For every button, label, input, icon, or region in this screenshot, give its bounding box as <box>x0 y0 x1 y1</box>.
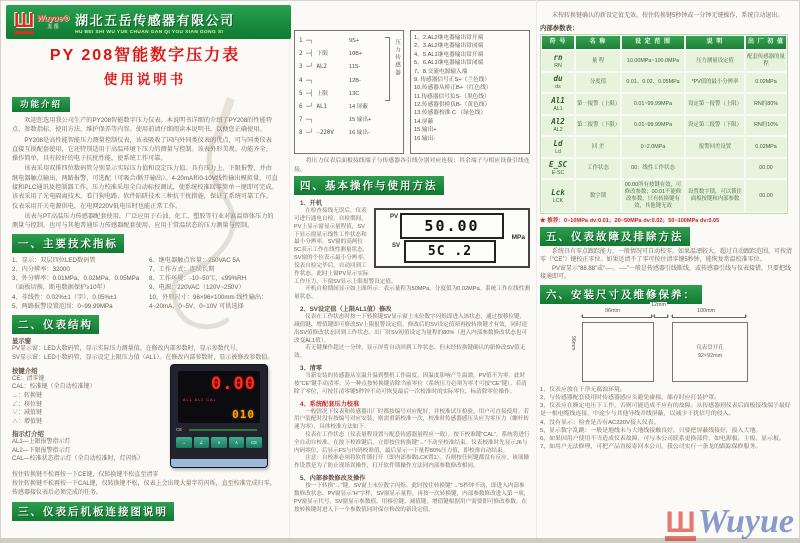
meter-photo <box>170 364 268 468</box>
fold-line-right <box>536 0 537 543</box>
list-item: 9S+ <box>349 38 360 44</box>
company-title-block <box>75 10 235 35</box>
cell-name: 第二报警（下限） <box>575 115 621 137</box>
cell-init: 00.00 <box>745 158 787 180</box>
table-header-row <box>541 35 787 51</box>
structure-block <box>12 336 278 497</box>
cell-init: 0.02MPa <box>745 72 787 94</box>
maintenance-list <box>540 386 792 452</box>
keys-block <box>12 364 162 468</box>
cell-desc: 设定第一报警（上限） <box>685 93 745 115</box>
symbol-plain: AL2 <box>553 127 563 134</box>
symbol-lcd: rn <box>553 52 563 62</box>
table-row <box>541 115 787 137</box>
list-item: 5、显示数字乱跳：一般是地线未与大地线接触良好，只要把屏蔽线接好，接入大地。 <box>540 427 762 434</box>
list-item: 10.传感器从桥正B+（红色线） <box>414 85 492 92</box>
right-column <box>540 12 792 452</box>
cell-name: 数字锁 <box>575 179 621 212</box>
keys-list <box>12 375 162 427</box>
left-column <box>12 42 278 521</box>
list-item: 4、没有显示：检查是否有AC220V接入仪表。 <box>540 419 660 426</box>
wiring-diagram <box>294 30 530 154</box>
params-intro: 未按转换键确认的新设定值无效。按住转换键5秒钟或一分钟无键操作，系统自动退出。 <box>552 13 784 19</box>
list-item: 欢迎您选用我公司生产的PY208智能数字压力仪表。本说明书详细的介绍了PY208的性能特点、参数指标、使用方法、维护保养等内容。使用前请仔细阅读本说明书，以便您正确使用。 <box>12 117 272 134</box>
dim-arrow-width <box>582 316 652 318</box>
dim-label-height: 96mm <box>570 335 576 351</box>
cell-desc: 报警回差设置 <box>685 136 745 158</box>
list-item: 15 输出+ <box>349 117 372 124</box>
cell-name: 回 差 <box>575 136 621 158</box>
symbol-lcd: Lck <box>551 187 565 197</box>
list-item: 14 屏蔽 <box>349 104 368 111</box>
section-banner-1: 一、主要技术指标 <box>12 234 124 253</box>
op-head-2: 2、SV设定值（上限AL1值）修改 <box>300 306 392 314</box>
col-header: 说 明 <box>685 35 745 51</box>
op-para: 按一下转换“→”键，SV窗上末位数字闪烁。此时按住转换键“→”5秒钟不动，即进入内部参数修改状态。PV窗显示“H”字样，SV窗显示量程。再按一次转换键，内部参数修改进入第一项，PV窗显示代号，SV窗显示参数值。用移位键、减值键、增值键根据用户需要即可修改参数。在按转换键时进入下一个参数值同时保存修改的新设定值。 <box>294 483 530 513</box>
sensor-terminal-rows <box>349 35 383 141</box>
op-head-5: 5、内部参数修改及操作 <box>300 475 366 483</box>
demo-sv-value: 5C .2 <box>404 240 496 263</box>
op-para: 仪表在工作状态时按一下转换键SV显示窗上末位数字闪烁即进入该状态，通过按移位键、减值键、增值键即可修改SV上限报警设定值。修改后的SV设定值须再按转换键才有效，同时退出SV值修改状态回到工作状态。出厂时SV初值设定为量程的80%（进入内部参数修改状态也可改变AL1值）。 <box>294 314 528 344</box>
cell-desc: *PV值的最小分辨率 <box>685 72 745 94</box>
list-item: 7、如用户无法修理，可把产品直接寄回本公司，我公司实行一条龙的跟踪保修服务。 <box>540 444 762 451</box>
keys-head: 按键介绍 <box>12 367 38 375</box>
fold-line-left <box>289 0 290 543</box>
op-para: 注意：自校准必须将软件锁打开（即内部参数LCK置1）。否则按任何键都没有反应。该项操作设置是为了防止现场误操作，打开软件锁操作方法同内部参数修改相同。 <box>294 455 529 470</box>
cell-init: 0.02MPa <box>745 136 787 158</box>
cell-symbol <box>541 136 575 158</box>
list-item: PY208是高性能智能压力测量控制仪表，该表吸收了国内外同类仪表的优点，可与同类仪表直接互换配套使用，它还特别适用于高温环境下压力的测量与控制。该表外形美观、功能齐全、操作简单，具有较好的电子抗扰性能，使系统工作可靠。 <box>12 136 272 163</box>
wuyue-watermark <box>665 503 794 541</box>
list-item: 10、外形尺寸：96×96×100mm 线性输出：4~20mA、0~5V、0~10V 可供选择 <box>149 293 268 311</box>
list-item: 2、3.AL2继电器输出常闭端 <box>414 43 484 50</box>
params-table-label: 内部参数表： <box>540 24 579 32</box>
demo-unit-label: MPa <box>511 234 525 242</box>
list-item: 16 输出- <box>349 130 370 137</box>
section-badge-intro: 功能介绍 <box>12 97 70 112</box>
list-item: 系统具有零点跟踪能力，一般情况可自动校零。如果温漂较大，超过自动跟踪范围，可按清零（“CE”）键校正零位。如果还清不了零可按住清零键5秒钟，能恢复常温校准零位。 <box>540 248 793 264</box>
list-item: 4、5.AL1继电器输出常开端 <box>414 51 484 58</box>
list-item: CAL：校准键（全自动校准键） <box>12 384 96 391</box>
meter-bottom-strip <box>171 459 267 467</box>
list-item: CAL—校准状态指示灯（全自动校准时，灯闪烁） <box>12 456 144 463</box>
symbol-lcd: du <box>553 74 563 84</box>
meter-led-labels: AL1 AL2 CAL <box>183 397 217 402</box>
op-para: 仪表在工作状态（仪表量程设置与配套传感器量程应一致）。按下校准键“CAL”，系统将进行全自动自校准。在按下校准键后，立即按住转换键“→”不动至校准结束。仪表校准时先显示J6与内码零位，后显示FS与内码校准值，最后显示一下量程80%压力值，即校准自动结束。 <box>294 432 530 454</box>
list-item: CE：清零键 <box>12 375 45 382</box>
lamps-head: 指示灯介绍 <box>12 430 44 438</box>
cell-name: 分度值 <box>575 72 621 94</box>
list-item: 4 ─┐ <box>299 77 313 84</box>
list-item: 9、电源：220VAC（120V~250V） <box>149 284 245 292</box>
list-item: CE <box>246 437 262 448</box>
op-head-1: 1、开机 <box>300 200 323 208</box>
list-item: → <box>176 437 192 448</box>
cell-symbol <box>541 93 575 115</box>
list-item: 6 ─┘ AL1 <box>299 104 327 111</box>
cell-init: 配套传感器的量程 <box>745 50 787 72</box>
list-item: 3、外分辨率：0.01MPa、0.02MPa、0.05MPa（面板切换，断电数据保护≥10年） <box>12 275 140 292</box>
params-table <box>540 34 788 214</box>
cutout-label <box>673 323 747 381</box>
list-item: 7、8.交流电源输入端 <box>414 68 468 75</box>
cell-range: 0.01、0.02、0.05MPa <box>621 72 685 94</box>
cell-range: 00：线性工作状态 <box>621 158 685 180</box>
list-item: AL1—上限报警指示灯 <box>12 438 71 445</box>
list-item: 6、继电器触点容量：250VAC 5A <box>149 256 241 264</box>
specs-left <box>12 256 141 312</box>
section-banner-6: 六、安装尺寸及维修保养： <box>540 285 702 304</box>
symbol-lcd: E_SC <box>548 160 568 170</box>
list-item: 11.传感器信号负S-（黑色线） <box>414 93 490 100</box>
cell-range: 0~2.0MPa <box>621 136 685 158</box>
cell-desc <box>685 158 745 180</box>
cell-desc: 压力测量设定值 <box>685 50 745 72</box>
symbol-plain: AL1 <box>553 105 563 112</box>
cell-symbol <box>541 115 575 137</box>
cutout-line1: 仪表盘开孔 <box>696 344 724 351</box>
op-head-3: 3、清零 <box>300 365 323 373</box>
cell-range: 10.00MPa~100.0MPa <box>621 50 685 72</box>
cell-range: 0.01~99.99MPa <box>621 93 685 115</box>
list-item: →：转换键 <box>12 393 43 400</box>
dim-arrow-gap <box>654 316 668 318</box>
col-header: 设 定 范 围 <box>621 35 685 51</box>
case-side-view <box>582 322 654 382</box>
wuyue-watermark-icon: Ш <box>665 506 696 539</box>
list-item: 该表采用双排四位数码管分别显示实际压力值和设定压力值。具有压力上、下限报警，并由继电器触点输出，两路报警，可选配（可吸合/断开输出）。4-20mA和0-10V线性输出模拟量，可直接和PLC通讯及控制器工作。压力校准采用全自动标校调试，使系统校准回零简单一键即可完成。该表采用了光电隔离技术、看门狗电路、软件陷阱技术三种抗干扰措施，保证了系统可靠工作。仪表采用开关电源供电，在电网220V低电压时也能正常工作。 <box>12 165 278 210</box>
meter-green-line <box>189 429 257 431</box>
table-row <box>541 50 787 72</box>
table-row <box>541 136 787 158</box>
demo-display-diagram <box>374 208 530 268</box>
wiring-legend-box <box>410 30 530 154</box>
symbol-lcd: Al2 <box>551 117 565 127</box>
brand-block <box>37 14 69 30</box>
meter-sv-display: 010 <box>232 407 255 421</box>
list-item: ∧ <box>229 437 245 448</box>
wuyue-watermark-text: Wuyue <box>697 503 794 540</box>
cell-init: RN的80% <box>745 93 787 115</box>
symbol-plain: RN <box>554 62 562 69</box>
table-row <box>541 93 787 115</box>
list-item: 10B+ <box>349 51 363 58</box>
symbol-plain: ds <box>555 84 561 91</box>
section-banner-4: 四、基本操作与使用方法 <box>294 176 444 195</box>
list-item: 5、两路报警设置范围：0~99.99MPa <box>12 303 113 311</box>
sensor-bracket-label: 压力传感器 <box>394 39 400 77</box>
list-item: 1 ─┐ <box>299 38 313 44</box>
structure-notes <box>12 471 278 498</box>
list-item: 12B- <box>349 77 361 84</box>
symbol-plain: E-SC <box>551 170 565 177</box>
list-item: 3、仪表应在额定电压下工作，否则可能造成不应有的故障。从传感器到仪表后面板接线端子最好是一根电缆线连接，中途少与其他导线并线屏蔽，以减少干扰信号的侵入。 <box>540 403 791 418</box>
meter-pv-display: 0.00 <box>211 373 256 394</box>
display-window-lines <box>12 345 278 362</box>
list-item: AL2—下限报警指示灯 <box>12 447 71 454</box>
list-item: 15.输出+ <box>414 127 437 134</box>
list-item: 7、工作方式：连续长期 <box>149 265 215 273</box>
list-item: 2 ─┤ 下限 <box>299 51 329 58</box>
dim-arrow-depth <box>672 316 746 318</box>
table-footnote: ★ 推荐：0~10MPa dv:0.01；20~50MPa dv:0.02；50~100MPa dv:0.05 <box>540 217 720 224</box>
list-item: ∠：移位键 <box>12 401 43 408</box>
op-para: 在检查接线无误后，仪表可进行通电自检。自检期间，PV上显示窗显示量程值，SV下显示窗显示线性工作状态和最小分辨率。SV窗的高两位5C表示工作在线性测量状态，SV窗的个位表示最小分辨率。仪表自检完毕后，自动回到工作状态。此时上窗PV显示实际工作压力，下窗SV显示上限报警设定值。 <box>294 208 397 285</box>
brand-sub: 五 岳 <box>47 24 59 30</box>
op-head-4: 4、系统配套压力校准 <box>300 400 360 408</box>
dim-label-gap: 12mm <box>651 301 666 308</box>
cutout-line2: 92×92mm <box>697 352 723 359</box>
list-item: 2、与传感器配套使用时传感器感应头避免碰撞，储存时应打装护罩。 <box>540 394 720 401</box>
list-item: 该表与PT高温压力传感器配套使用，广泛应用于石油、化工、塑胶等行业对高温熔体压力的测量与控制。也可与其他普通压力传感器配套使用，应用于常温状态的压力测量与控制。 <box>12 212 274 230</box>
list-item: 5、6.AL1继电器输出常闭端 <box>414 60 484 67</box>
sensor-bracket <box>385 37 390 101</box>
operation-section <box>294 198 530 514</box>
panel-cutout-view <box>672 322 748 382</box>
list-item: ∧：增值键 <box>12 419 43 426</box>
manual-title: PY 208智能数字压力表 <box>49 47 241 64</box>
list-item: 2、内分辨率：32000 <box>12 265 70 273</box>
list-item: 按住转换键不松再按一下CAL键，仅转换键不松，仪表上会出现大量字符闪烁，直至校准完成归零。传感器接仪表后必须完成的任务。 <box>12 480 276 496</box>
table-row <box>541 158 787 180</box>
cell-name: 工作状态 <box>575 158 621 180</box>
demo-sv-label: SV <box>392 243 401 250</box>
list-item: 1、仪表应放在干净无腐蚀环境。 <box>540 386 626 393</box>
lamps-list <box>12 438 162 464</box>
list-item: 7 ─┐ <box>299 117 313 124</box>
symbol-lcd: Ld <box>553 138 563 148</box>
wiring-note: 将压力仪表后面板接线端子与传感器各引线分别对应连接；其余端子与相应设备引线连接。 <box>294 158 530 173</box>
middle-column <box>294 30 530 514</box>
cell-name: 第一报警（上限） <box>575 93 621 115</box>
section-banner-3: 三、仪表后机板连接图说明 <box>12 502 174 521</box>
list-item: 1、2.AL2继电器输出常开端 <box>414 35 484 41</box>
list-item: 5 ─┤ 上限 <box>299 90 329 97</box>
dim-label-depth: 100mm <box>697 307 715 314</box>
list-item: 14.屏蔽 <box>414 118 434 125</box>
section-banner-2: 二、仪表结构 <box>12 315 99 334</box>
list-item: 12.传感器供桥负B-（黄色线） <box>414 102 491 108</box>
list-item: 4、非线性：0.02%±1（字）、0.05%±1 <box>12 293 117 301</box>
cell-name: 量 程 <box>575 50 621 72</box>
table-row <box>541 179 787 212</box>
wiring-terminal-box <box>294 30 404 154</box>
company-pinyin: HU BEI SHI WU YUE CHUAN GAN QI YOU XIAN GONG SI <box>75 29 224 35</box>
op-para: 若无键操作超过一分钟，显示屏将自动回到工作状态。但未经转换键确认的新修改SV值无效。 <box>294 345 526 360</box>
col-header: 出 厂 初 值 <box>745 35 787 51</box>
symbol-plain: LCK <box>552 197 564 204</box>
symbol-plain: Ld <box>555 148 561 155</box>
display-window-head: 显示窗 <box>12 338 32 346</box>
dim-label-width: 96mm <box>605 307 620 314</box>
cell-desc: 设定第二报警（下限） <box>685 115 745 137</box>
list-item: 9. 传感器信号正S+（兰色线） <box>414 76 491 83</box>
list-item: SV显示窗：LED小数码管，显示设定上限压力值（AL1）。在修改内部参数时，显示被修改参数值。 <box>12 355 274 362</box>
op-para: 当新安装的传感器从室温升温到整机工作温度，因温度影响产生温漂，PV值不为零。此时按“CE”键手动清零，另一种点按转换键清除当前零位（系统压力必须为零才可按“CE”键）。若清除了零位，可按住清零键5秒钟不动可恢复最后一次校准时的实际零位，标清除零位操作。 <box>294 373 527 395</box>
cell-range: 0.01~99.99MPa <box>621 115 685 137</box>
fault-paragraphs <box>540 248 792 282</box>
list-item: 16.输出- <box>414 135 436 142</box>
list-item: PV显示窗：LED大数码管，显示实际压力测量值。在修改内部参数时，显示参数代号。 <box>12 346 242 353</box>
cell-symbol <box>541 72 575 94</box>
company-name: 湖北五岳传感器有限公司 <box>75 12 235 28</box>
brand-name: Wuyue® <box>37 14 70 23</box>
list-item: PV窗显示“88.88”或“----、----”一般是传感器引线断线，或传感器引线与仪表接错，只要把线接通即可。 <box>540 265 791 281</box>
cell-init: RN的10% <box>745 115 787 137</box>
meter-screen <box>178 371 260 423</box>
symbol-lcd: Al1 <box>551 95 565 105</box>
list-item: 8 ─┘ -220V <box>299 130 334 137</box>
cell-symbol <box>541 158 575 180</box>
section-banner-5: 五、仪表故障及排除方法 <box>540 227 690 246</box>
wuyue-logo-icon: Ш <box>14 9 35 32</box>
table-row <box>541 72 787 94</box>
col-header: 符 号 <box>541 35 575 51</box>
list-item: 1、显示：双层四位LED数码管 <box>12 256 96 264</box>
keys-and-meter-row <box>12 364 278 468</box>
demo-pv-value: 50.00 <box>400 213 504 239</box>
list-item: ∠ <box>194 437 210 448</box>
col-header: 名 称 <box>575 35 621 51</box>
install-dimension-drawing <box>556 301 792 384</box>
company-header-banner <box>6 5 291 39</box>
list-item: 6、如果因用户使用不当造成仪表故障，可与本公司联系更换部件，如电源板、主板、显示板。 <box>540 436 785 443</box>
cell-init: 00.00 <box>745 179 787 212</box>
list-item: ∨：减值键 <box>12 410 43 417</box>
list-item: 8、工作环境：-10~50℃，≤99%RH <box>149 275 247 283</box>
demo-pv-label: PV <box>390 214 399 221</box>
list-item: 11S- <box>349 64 361 71</box>
cell-range: 00.00所有按键有效，可修改参数；00.01不能修改参数，只有转换键有效，其他键无效 <box>621 179 685 212</box>
meter-buttons <box>176 437 262 448</box>
terminal-rows <box>299 35 349 141</box>
op-para: 开机自检期间显示如上图所示：表示量程为50MPa，分度值为0.02MPa。系统工作在线性测量状态。 <box>294 286 530 301</box>
manual-subtitle: 使用说明书 <box>103 72 187 87</box>
cell-symbol <box>541 179 575 212</box>
list-item: ∨ <box>211 437 227 448</box>
intro-paragraphs <box>12 116 278 231</box>
meter-ce-mark: CE <box>176 426 183 432</box>
list-item: 按住转换键不松再按一下CE键，仅转换键不松直至清零 <box>12 471 159 478</box>
op-para: 一般情况下仪表和传感器出厂时都按编号对应配好，并校准试压检验，用户可直接使用。若用户装配时没有按编号对应安装，则需重新校准一次，校准时传感器感压头应为零压力（螺杆转速为零），具体校准方法如下： <box>294 408 529 431</box>
cell-symbol <box>541 50 575 72</box>
cell-desc: 设置数字锁，可以锁住面板按键和内部参数 <box>685 179 745 212</box>
list-item: 13C <box>349 90 360 97</box>
list-item: 3 ─┘ AL2 <box>299 64 327 71</box>
list-item: 13.传感器校准 C （绿色线） <box>414 110 487 117</box>
